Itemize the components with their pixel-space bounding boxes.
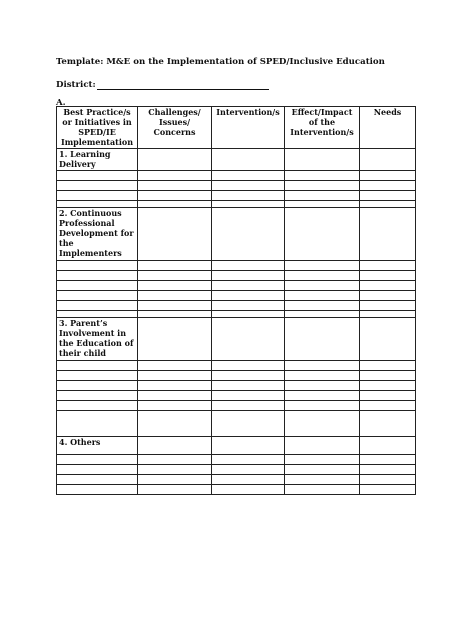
table-cell[interactable] [212,181,285,191]
table-cell[interactable] [57,311,138,318]
table-cell[interactable] [138,261,212,271]
table-row [57,437,416,455]
table-cell[interactable] [138,191,212,201]
table-cell[interactable] [138,318,212,361]
table-cell[interactable] [138,455,212,465]
table-cell[interactable] [57,371,138,381]
table-cell[interactable] [212,475,285,485]
table-cell[interactable] [212,301,285,311]
table-cell[interactable] [360,261,416,271]
table-row [57,261,416,271]
table-cell[interactable] [212,455,285,465]
table-row [57,455,416,465]
table-cell[interactable] [285,149,360,171]
table-cell[interactable] [212,465,285,475]
table-cell[interactable] [360,201,416,208]
table-cell[interactable] [360,485,416,495]
table-cell[interactable] [138,401,212,411]
table-cell[interactable] [212,191,285,201]
table-cell[interactable] [285,401,360,411]
table-cell[interactable] [57,291,138,301]
table-row [57,208,416,261]
table-row [57,201,416,208]
table-cell[interactable] [57,411,138,437]
district-field [56,80,269,90]
table-row [57,318,416,361]
header-row [57,107,416,149]
table-cell[interactable] [212,437,285,455]
header-needs: Needs [360,107,416,149]
table-cell[interactable] [360,181,416,191]
table-cell[interactable] [57,361,138,371]
table-cell[interactable] [360,361,416,371]
table-cell[interactable] [285,201,360,208]
table-cell[interactable] [360,171,416,181]
table-cell[interactable] [212,411,285,437]
table-cell[interactable] [212,171,285,181]
table-cell[interactable] [285,171,360,181]
table-cell[interactable] [285,261,360,271]
table-cell[interactable] [138,311,212,318]
table-cell[interactable] [212,361,285,371]
table-row [57,465,416,475]
table-cell[interactable] [212,291,285,301]
table-cell[interactable] [285,371,360,381]
table-cell[interactable] [212,201,285,208]
table-cell[interactable] [138,371,212,381]
table-cell[interactable] [360,208,416,261]
table-cell[interactable] [138,201,212,208]
table-row [57,281,416,291]
table-cell[interactable] [138,361,212,371]
header-interventions: Intervention/s [212,107,285,149]
table-cell[interactable] [360,318,416,361]
table-cell[interactable] [360,149,416,171]
table-cell[interactable] [57,381,138,391]
header-effect-impact: Effect/Impact of the Intervention/s [285,107,360,149]
table-cell[interactable] [212,261,285,271]
table-cell[interactable] [285,465,360,475]
table-cell[interactable] [285,191,360,201]
row-label-others: 4. Others [57,437,138,455]
table-cell[interactable] [57,191,138,201]
table-cell[interactable] [212,311,285,318]
table-row [57,475,416,485]
table-cell[interactable] [138,171,212,181]
table-cell[interactable] [138,271,212,281]
table-cell[interactable] [360,381,416,391]
table-cell[interactable] [285,318,360,361]
table-cell[interactable] [212,281,285,291]
table-cell[interactable] [212,318,285,361]
table-row [57,361,416,371]
table-cell[interactable] [138,465,212,475]
table-cell[interactable] [212,381,285,391]
table-row [57,381,416,391]
district-blank-line [97,80,269,90]
table-cell[interactable] [360,301,416,311]
table-row [57,181,416,191]
table-cell[interactable] [212,401,285,411]
table-cell[interactable] [57,271,138,281]
table-cell[interactable] [360,371,416,381]
table-cell[interactable] [138,181,212,191]
table-row [57,271,416,281]
table-row [57,485,416,495]
table-cell[interactable] [285,437,360,455]
table-cell[interactable] [285,181,360,191]
table-cell[interactable] [360,271,416,281]
table-cell[interactable] [212,391,285,401]
table-cell[interactable] [212,208,285,261]
table-cell[interactable] [57,201,138,208]
table-cell[interactable] [360,291,416,301]
table-cell[interactable] [57,475,138,485]
table-row [57,149,416,171]
section-label: A. [56,98,66,108]
table-row [57,301,416,311]
table-cell[interactable] [57,401,138,411]
table-cell[interactable] [138,391,212,401]
table-cell[interactable] [285,475,360,485]
table-cell[interactable] [212,371,285,381]
table-cell[interactable] [138,301,212,311]
row-label-parents-involvement: 3. Parent’s Involvement in the Education of their child [57,318,138,361]
table-cell[interactable] [212,485,285,495]
table-cell[interactable] [360,191,416,201]
table-cell[interactable] [360,455,416,465]
table-cell[interactable] [285,208,360,261]
table-cell[interactable] [57,281,138,291]
table-cell[interactable] [360,401,416,411]
table-cell[interactable] [285,281,360,291]
table-row [57,171,416,181]
table-cell[interactable] [57,181,138,191]
table-cell[interactable] [57,455,138,465]
table-cell[interactable] [360,465,416,475]
table-cell[interactable] [360,391,416,401]
me-table [56,106,416,495]
table-cell[interactable] [285,455,360,465]
table-cell[interactable] [138,149,212,171]
table-cell[interactable] [285,485,360,495]
table-cell[interactable] [212,149,285,171]
table-cell[interactable] [285,361,360,371]
table-cell[interactable] [138,437,212,455]
table-cell[interactable] [285,391,360,401]
table-cell[interactable] [360,437,416,455]
table-cell[interactable] [285,411,360,437]
table-cell[interactable] [138,281,212,291]
table-cell[interactable] [57,261,138,271]
table-row [57,191,416,201]
row-label-professional-development: 2. Continuous Professional Development for the Implementers [57,208,138,261]
table-cell[interactable] [285,271,360,281]
table-cell[interactable] [285,311,360,318]
table-cell[interactable] [285,381,360,391]
table-cell[interactable] [57,485,138,495]
table-cell[interactable] [285,291,360,301]
header-best-practices: Best Practice/s or Initiatives in SPED/IE Implementation [57,107,138,149]
table-row [57,391,416,401]
table-cell[interactable] [138,291,212,301]
table-cell[interactable] [138,208,212,261]
row-label-learning-delivery: 1. Learning Delivery [57,149,138,171]
document-title: Template: M&E on the Implementation of SPED/Inclusive Education [56,57,385,67]
table-row [57,371,416,381]
table-cell[interactable] [57,391,138,401]
table-cell[interactable] [57,465,138,475]
table-cell[interactable] [138,485,212,495]
table-cell[interactable] [360,411,416,437]
table-cell[interactable] [57,301,138,311]
district-label: District: [56,80,96,90]
table-cell[interactable] [360,311,416,318]
table-row [57,291,416,301]
table-cell[interactable] [138,411,212,437]
table-cell[interactable] [212,271,285,281]
table-cell[interactable] [138,381,212,391]
table-row [57,311,416,318]
table-cell[interactable] [138,475,212,485]
table-row [57,411,416,437]
table-row [57,401,416,411]
table-cell[interactable] [360,281,416,291]
header-challenges: Challenges/ Issues/ Concerns [138,107,212,149]
table-cell[interactable] [285,301,360,311]
table-cell[interactable] [360,475,416,485]
table-cell[interactable] [57,171,138,181]
